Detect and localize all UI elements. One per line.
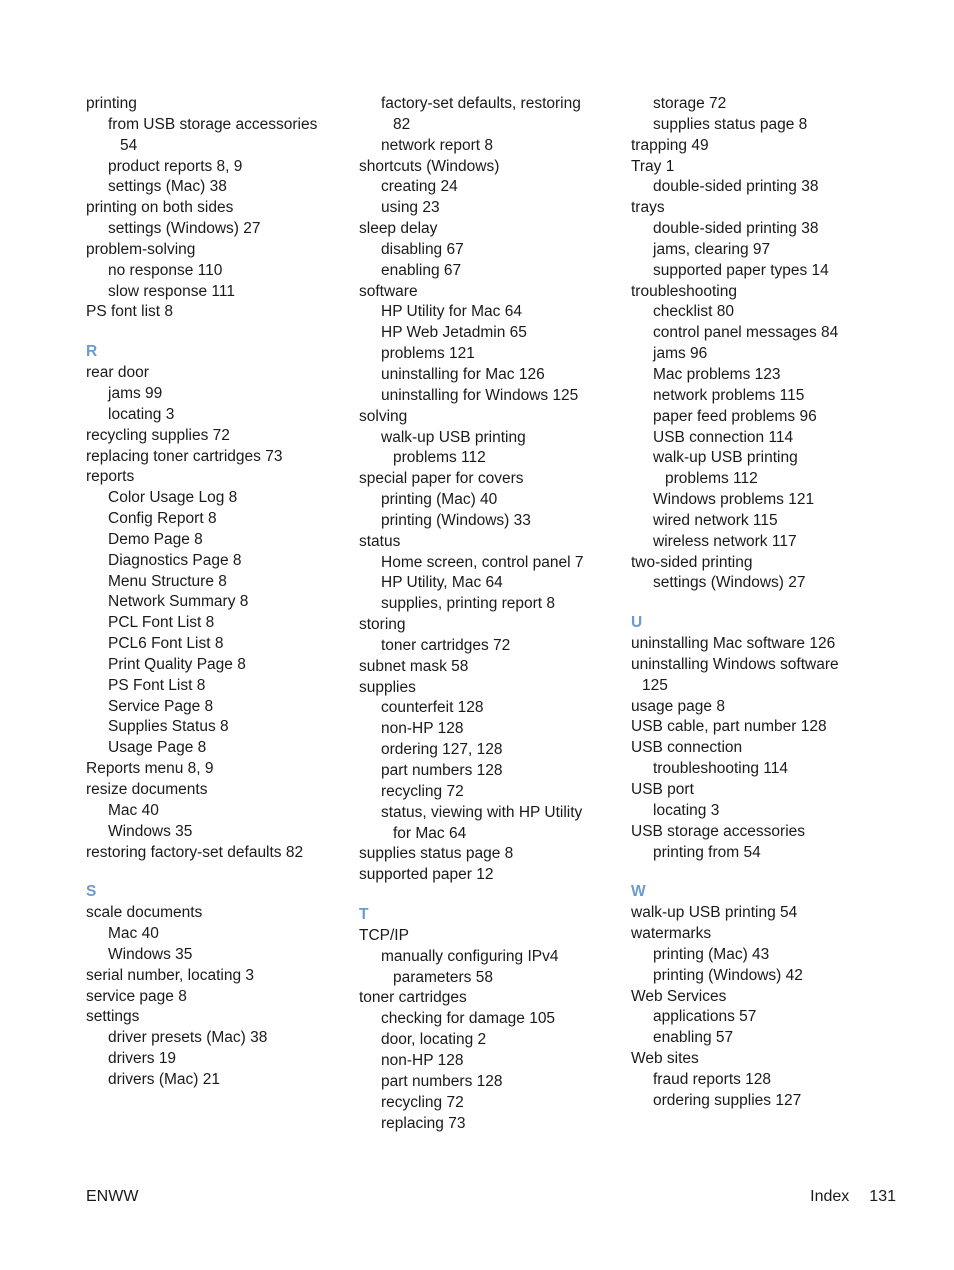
index-entry: serial number, locating 3: [86, 966, 255, 984]
index-subentry: Supplies Status 8: [108, 718, 229, 736]
index-subentry: Diagnostics Page 8: [108, 551, 242, 569]
index-subentry: jams 96: [653, 345, 708, 363]
index-subentry: Network Summary 8: [108, 593, 249, 611]
footer-left: ENWW: [86, 1188, 139, 1205]
index-subentry: fraud reports 128: [653, 1070, 772, 1088]
index-entry: printing: [86, 95, 137, 112]
index-entry: watermarks: [631, 925, 712, 943]
index-subentry: part numbers 128: [381, 762, 503, 779]
index-entry: Reports menu 8, 9: [86, 760, 214, 778]
index-subentry: printing (Windows) 33: [381, 511, 531, 529]
index-subentry: control panel messages 84: [653, 324, 839, 342]
index-column-3: [631, 94, 893, 1112]
index-entry: software: [359, 282, 418, 300]
index-subentry: Mac problems 123: [653, 365, 781, 383]
footer-right: [810, 1187, 896, 1207]
index-subentry: from USB storage accessories: [108, 115, 318, 133]
index-subentry: ordering 127, 128: [381, 741, 503, 759]
index-entry: uninstalling Windows software: [631, 655, 839, 673]
index-subentry: manually configuring IPv4: [381, 947, 559, 965]
index-entry: special paper for covers: [359, 470, 524, 488]
index-entry: 125: [642, 676, 668, 694]
index-subentry: ordering supplies 127: [653, 1091, 802, 1109]
index-subentry: non-HP 128: [381, 720, 464, 738]
index-entry: settings: [86, 1008, 140, 1026]
index-subentry: HP Utility for Mac 64: [381, 303, 522, 321]
index-entry: sleep delay: [359, 220, 438, 238]
index-subentry: enabling 67: [381, 261, 462, 279]
index-entry: storing: [359, 616, 406, 634]
index-subentry: printing (Mac) 40: [381, 491, 498, 509]
footer-section: Index: [810, 1188, 850, 1205]
index-subentry: settings (Windows) 27: [653, 574, 806, 592]
index-entry: TCP/IP: [359, 926, 409, 944]
index-subentry: problems 112: [393, 449, 486, 467]
index-entry: USB cable, part number 128: [631, 718, 827, 736]
index-entry: usage page 8: [631, 697, 725, 715]
index-subentry: uninstalling for Mac 126: [381, 365, 545, 383]
index-entry: Tray 1: [631, 157, 675, 175]
index-subentry: Windows problems 121: [653, 491, 815, 509]
index-entry: status: [359, 532, 401, 550]
index-subentry: part numbers 128: [381, 1072, 503, 1090]
index-subentry: recycling 72: [381, 1093, 464, 1111]
index-subentry: checklist 80: [653, 303, 734, 321]
index-subentry: PS Font List 8: [108, 676, 206, 694]
index-subentry: paper feed problems 96: [653, 407, 817, 425]
index-entry: two-sided printing: [631, 553, 753, 571]
index-entry: USB port: [631, 781, 694, 798]
index-entry: supplies: [359, 678, 416, 696]
index-entry: toner cartridges: [359, 989, 467, 1007]
index-subentry: network report 8: [381, 136, 493, 154]
index-subentry: printing (Mac) 43: [653, 945, 770, 963]
index-entry: PS font list 8: [86, 303, 174, 321]
index-subentry: checking for damage 105: [381, 1010, 556, 1028]
index-entry: rear door: [86, 364, 149, 382]
index-subentry: wired network 115: [653, 511, 778, 529]
index-subentry: Color Usage Log 8: [108, 489, 238, 507]
index-letter-heading: W: [631, 883, 646, 901]
index-entry: supplies status page 8: [359, 845, 514, 863]
index-subentry: enabling 57: [653, 1029, 734, 1047]
index-column-1: [86, 94, 348, 1091]
index-subentry: non-HP 128: [381, 1051, 464, 1069]
index-subentry: settings (Mac) 38: [108, 178, 227, 196]
index-subentry: walk-up USB printing: [381, 428, 526, 446]
page-number: 131: [869, 1188, 896, 1205]
index-subentry: uninstalling for Windows 125: [381, 386, 579, 404]
index-subentry: using 23: [381, 199, 440, 217]
index-subentry: locating 3: [108, 405, 175, 423]
index-subentry: for Mac 64: [393, 824, 467, 842]
index-entry: Web sites: [631, 1050, 699, 1068]
index-subentry: slow response 111: [108, 282, 235, 300]
index-entry: supported paper 12: [359, 866, 494, 884]
index-entry: solving: [359, 407, 408, 425]
index-subentry: Demo Page 8: [108, 530, 203, 548]
index-subentry: USB connection 114: [653, 428, 794, 446]
index-subentry: supplies, printing report 8: [381, 595, 556, 613]
index-subentry: driver presets (Mac) 38: [108, 1029, 268, 1047]
index-subentry: supported paper types 14: [653, 261, 829, 279]
index-subentry: HP Web Jetadmin 65: [381, 324, 527, 342]
index-entry: replacing toner cartridges 73: [86, 447, 283, 465]
index-entry: reports: [86, 468, 135, 486]
index-subentry: counterfeit 128: [381, 699, 484, 717]
index-entry: USB connection: [631, 739, 743, 757]
index-subentry: double-sided printing 38: [653, 220, 819, 238]
index-entry: trays: [631, 199, 665, 217]
index-subentry: problems 121: [381, 345, 475, 363]
index-subentry: Config Report 8: [108, 510, 217, 528]
index-subentry: network problems 115: [653, 386, 805, 404]
index-subentry: Home screen, control panel 7: [381, 553, 584, 571]
index-entry: shortcuts (Windows): [359, 157, 500, 175]
index-entry: problem-solving: [86, 240, 196, 258]
index-subentry: PCL Font List 8: [108, 614, 215, 632]
index-letter-heading: S: [86, 883, 97, 901]
index-subentry: status, viewing with HP Utility: [381, 803, 583, 821]
index-subentry: creating 24: [381, 178, 458, 196]
index-subentry: jams, clearing 97: [653, 240, 771, 258]
index-subentry: parameters 58: [393, 968, 493, 986]
index-subentry: Mac 40: [108, 801, 159, 819]
index-letter-heading: U: [631, 614, 643, 632]
index-entry: resize documents: [86, 781, 208, 798]
index-subentry: no response 110: [108, 261, 223, 279]
index-subentry: storage 72: [653, 95, 727, 112]
index-subentry: Mac 40: [108, 925, 159, 943]
index-subentry: PCL6 Font List 8: [108, 635, 224, 653]
index-letter-heading: R: [86, 343, 98, 361]
index-entry: uninstalling Mac software 126: [631, 635, 836, 653]
index-subentry: toner cartridges 72: [381, 636, 511, 654]
index-entry: recycling supplies 72: [86, 426, 230, 444]
index-subentry: problems 112: [665, 470, 758, 488]
index-subentry: Windows 35: [108, 945, 193, 963]
index-subentry: door, locating 2: [381, 1031, 487, 1049]
index-entry: USB storage accessories: [631, 822, 806, 840]
index-letter-heading: T: [359, 906, 369, 924]
index-entry: troubleshooting: [631, 282, 737, 300]
index-subentry: replacing 73: [381, 1114, 466, 1132]
index-subentry: Service Page 8: [108, 697, 214, 715]
index-entry: scale documents: [86, 904, 203, 922]
index-subentry: double-sided printing 38: [653, 178, 819, 196]
index-subentry: Usage Page 8: [108, 739, 207, 757]
index-entry: Web Services: [631, 987, 727, 1005]
index-subentry: drivers (Mac) 21: [108, 1070, 220, 1088]
index-subentry: printing (Windows) 42: [653, 966, 803, 984]
index-column-2: [359, 94, 621, 1134]
index-subentry: product reports 8, 9: [108, 157, 243, 175]
index-subentry: jams 99: [108, 384, 163, 402]
index-subentry: locating 3: [653, 801, 720, 819]
index-entry: restoring factory-set defaults 82: [86, 843, 304, 861]
index-subentry: drivers 19: [108, 1050, 177, 1068]
index-subentry: troubleshooting 114: [653, 760, 789, 778]
index-subentry: settings (Windows) 27: [108, 220, 261, 238]
index-subentry: disabling 67: [381, 240, 464, 258]
index-subentry: supplies status page 8: [653, 115, 808, 133]
index-subentry: printing from 54: [653, 843, 761, 861]
index-entry: trapping 49: [631, 136, 709, 154]
index-subentry: Print Quality Page 8: [108, 655, 246, 673]
index-entry: subnet mask 58: [359, 657, 469, 675]
index-subentry: 82: [393, 115, 411, 133]
index-subentry: HP Utility, Mac 64: [381, 574, 503, 592]
index-subentry: recycling 72: [381, 782, 464, 800]
index-subentry: wireless network 117: [653, 532, 797, 550]
index-entry: walk-up USB printing 54: [631, 904, 798, 922]
index-entry: printing on both sides: [86, 199, 234, 217]
index-subentry: 54: [120, 136, 138, 154]
index-subentry: walk-up USB printing: [653, 449, 798, 467]
index-entry: service page 8: [86, 987, 187, 1005]
index-subentry: Menu Structure 8: [108, 572, 227, 590]
index-subentry: Windows 35: [108, 822, 193, 840]
index-subentry: applications 57: [653, 1008, 757, 1026]
index-subentry: factory-set defaults, restoring: [381, 95, 581, 112]
